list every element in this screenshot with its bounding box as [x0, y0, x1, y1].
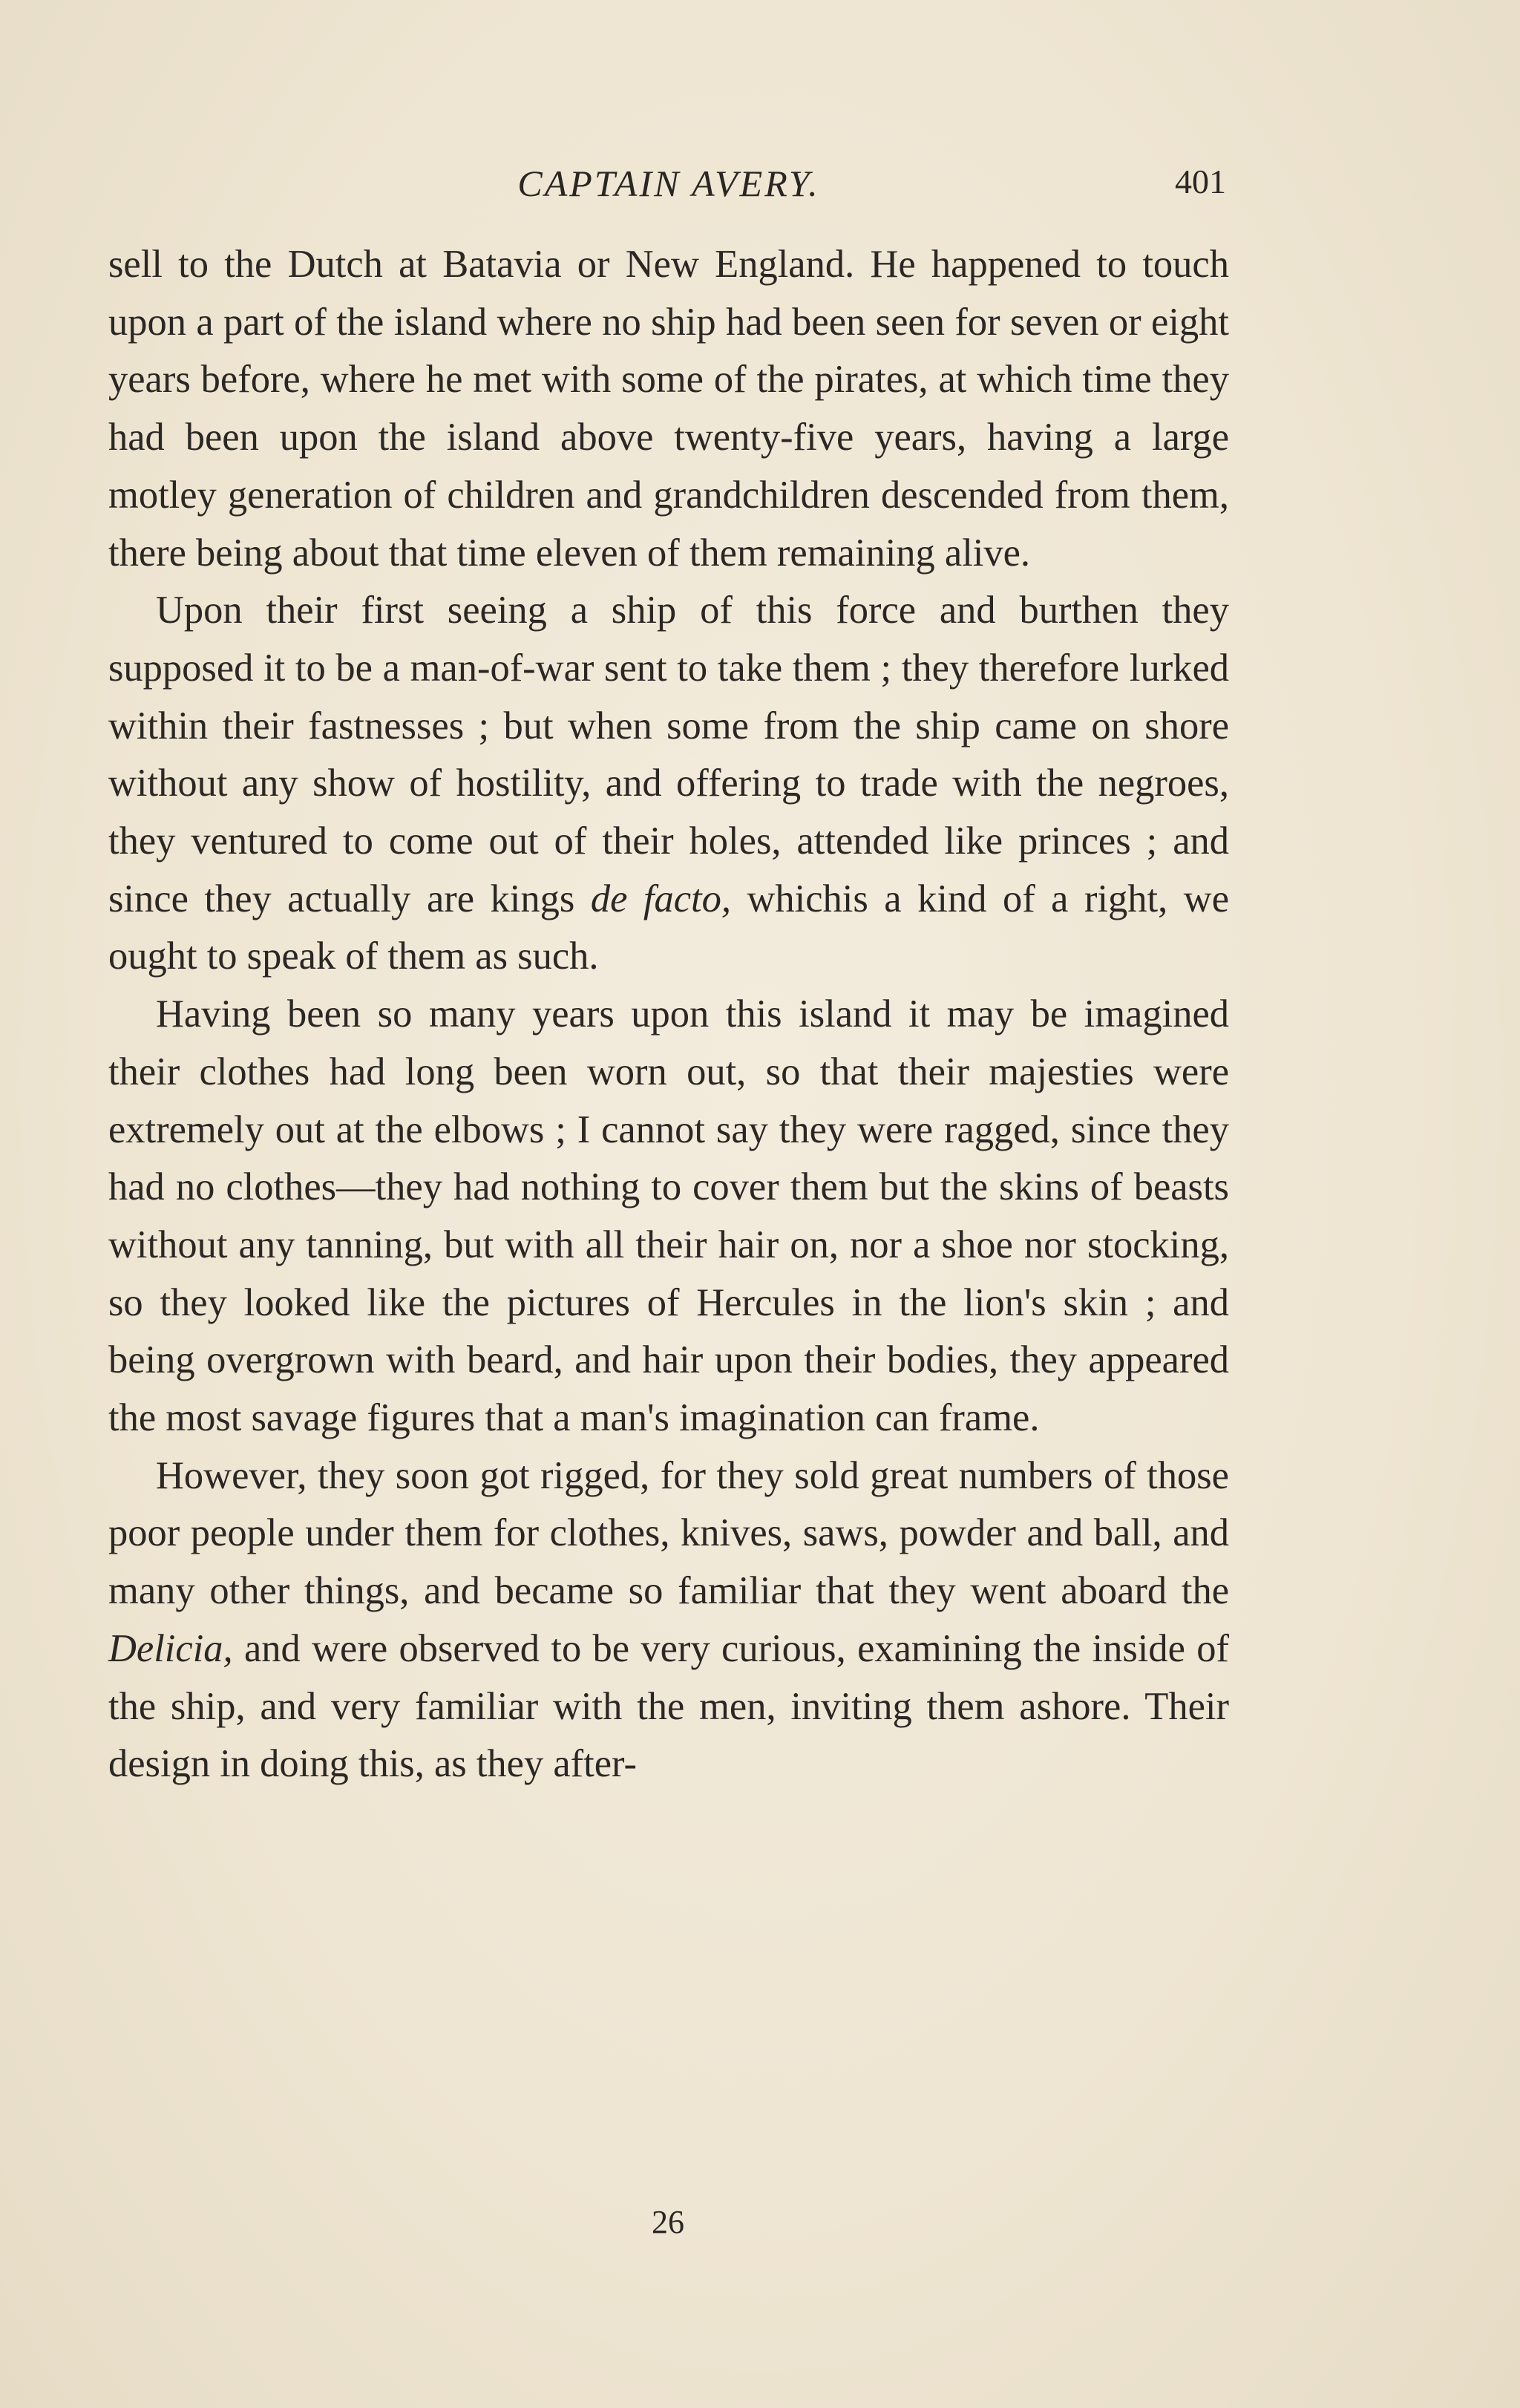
italic-phrase-de-facto: de facto, [590, 877, 731, 920]
running-title: CAPTAIN AVERY. [517, 163, 820, 204]
page-header [111, 162, 1226, 214]
text-segment: sell to the Dutch at Batavia or New England. He happened to touch upon a part of the island where no ship had been seen for seven or eight years before, where he met with some of the pirates, at which time they had been upon the island above twenty-five years, having a large motley generation of children and grandchildren descended from them, there being about that time eleven of them remaining alive. [108, 243, 1229, 575]
paragraph-1 [108, 236, 1229, 582]
text-segment: whichis a kind of a right, we ought to speak of them as such. [108, 877, 1229, 978]
text-segment: and were observed to be very curious, examining the inside of the ship, and very familiar with the men, inviting them ashore. Their design in doing this, as they after- [108, 1626, 1229, 1786]
signature-mark: 26 [652, 2204, 684, 2240]
text-segment: However, they soon got rigged, for they sold great numbers of those poor people under them for clothes, knives, saws, powder and ball, and many other things, and became so familiar that they went aboard the [108, 1453, 1229, 1613]
paragraph-3 [108, 986, 1229, 1447]
italic-ship-name: Delicia, [108, 1626, 233, 1670]
body-text [108, 236, 1229, 1793]
paragraph-2 [108, 582, 1229, 986]
text-segment: Having been so many years upon this island it may be imagined their clothes had long been worn out, so that their majesties were extremely out at the elbows ; I cannot say they were ragged, since they had no clothes—they had nothing to cover them but the skins of beasts without any tanning, but with all their hair on, nor a shoe nor stocking, so they looked like the pictures of Hercules in the lion's skin ; and being overgrown with beard, and hair upon their bodies, they appeared the most savage figures that a man's imagination can frame. [108, 992, 1229, 1440]
text-segment: Upon their first seeing a ship of this force and burthen they supposed it to be a man-of-war sent to take them ; they therefore lurked within their fastnesses ; but when some from the ship came on shore without any show of hostility, and offering to trade with the negroes, they ventured to come out of their holes, attended like princes ; and since they actually are kings [108, 589, 1229, 920]
paragraph-4 [108, 1447, 1229, 1793]
page-number: 401 [1175, 163, 1226, 200]
